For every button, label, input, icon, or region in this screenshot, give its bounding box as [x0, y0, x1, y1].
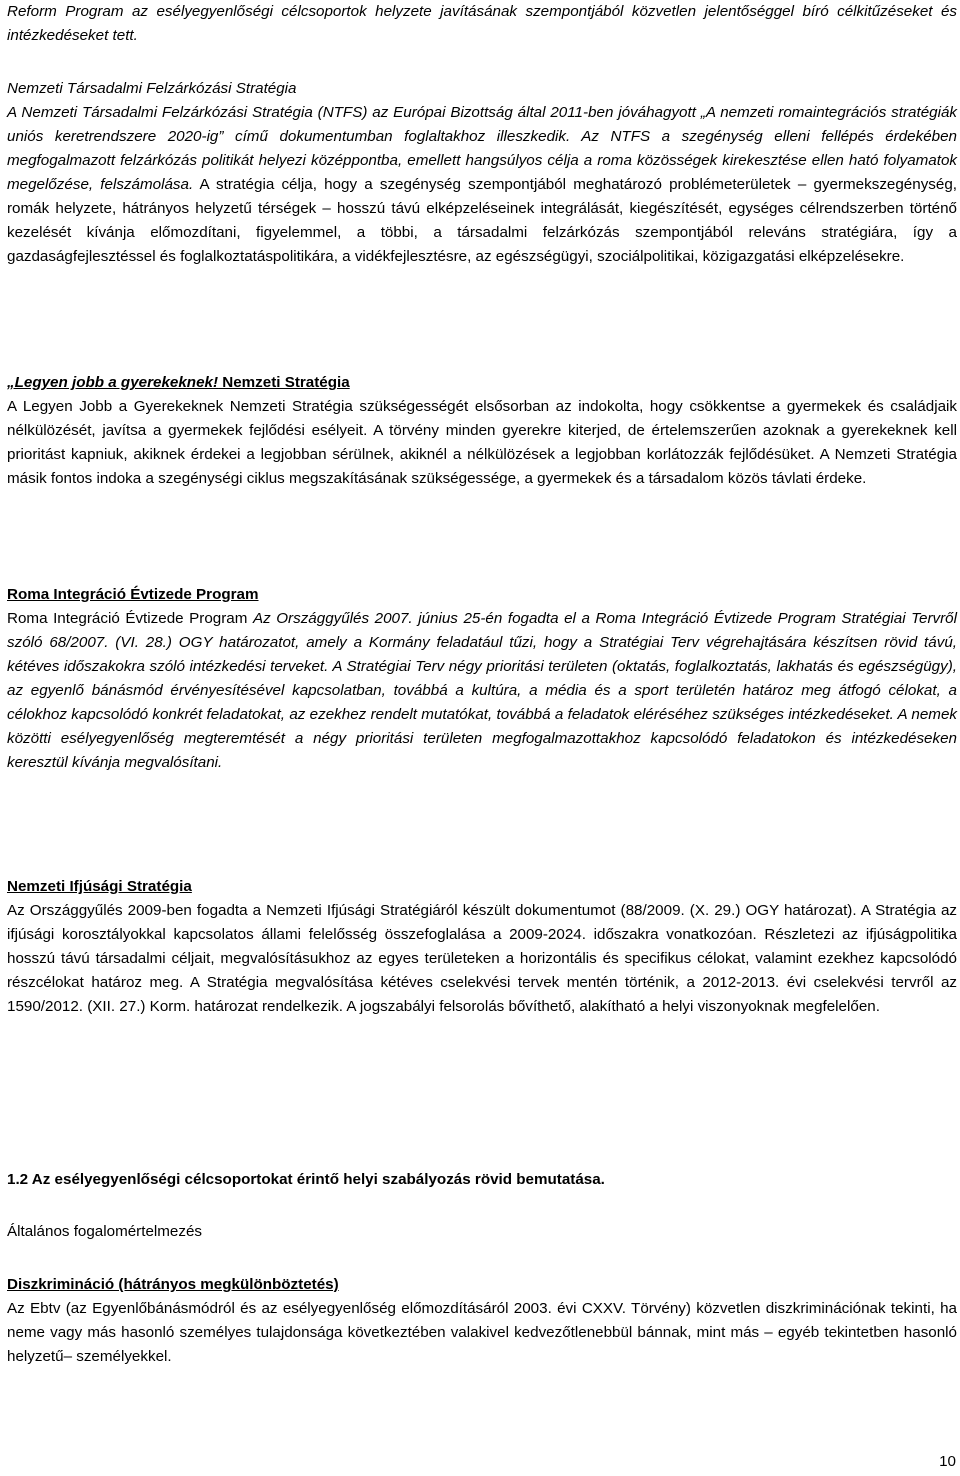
diszkriminacio-section [7, 1273, 957, 1369]
intro-paragraph: Reform Program az esélyegyenlőségi célcsoportok helyzete javításának szempontjából közvetlen jelentőséggel bíró célkitűzéseket és intézkedéseket tett. [7, 3, 957, 44]
roma-heading: Roma Integráció Évtizede Program [7, 586, 259, 603]
page-number: 10 [939, 1453, 956, 1470]
ntfs-paragraph-normal: A stratégia célja, hogy a szegénység szempontjából meghatározó problémeterületek – gyermekszegénység, romák helyzete, hátrányos helyzetű térségek – hosszú távú elképzeléseinek integrálását, kiegészítését, egységes célrendszerben történő kezelését kívánja előmozdítani, figyelemmel, a többi, a társadalmi felzárkózás szempontjából releváns stratégiára, így a gazdaságfejlesztéssel és foglalkoztatáspolitikára, a vidékfejlesztésre, az egészségügyi, szociálpolitikai, közigazgatási elképzelésekre. [7, 176, 957, 265]
ntfs-heading: Nemzeti Társadalmi Felzárkózási Stratégia [7, 80, 297, 97]
diszkriminacio-heading: Diszkrimináció (hátrányos megkülönböztetés) [7, 1276, 339, 1293]
ntfs-section [7, 77, 957, 269]
roma-section [7, 583, 957, 775]
legyen-heading-bold: „Legyen jobb a gyerekeknek! [7, 374, 219, 391]
altalanos-heading: Általános fogalomértelmezés [7, 1223, 203, 1240]
ifjusagi-section [7, 875, 957, 1019]
legyen-heading [7, 371, 957, 395]
ifjusagi-paragraph: Az Országgyűlés 2009-ben fogadta a Nemzeti Ifjúsági Stratégiáról készült dokumentumot (88/2009. (X. 29.) OGY határozat). A Stratégia az ifjúsági korosztályokkal kapcsolatos állami felelősség összefoglalása a 2009-2024. időszakra vonatkozóan. Részletezi az ifjúságpolitika hosszú távú társadalmi céljait, megvalósításukhoz az egyes területeken a horizontális és specifikus célokat, valamint ezekhez kapcsolódó részcélokat határoz meg. A Stratégia megvalósítása kétéves cselekvési tervek mentén történik, a 2012-2013. évi cselekvési tervről az 1590/2012. (XII. 27.) Korm. határozat rendelkezik. A jogszabályi felsorolás bővíthető, alakítható a helyi viszonyoknak megfelelően. [7, 902, 957, 1015]
legyen-section [7, 371, 957, 491]
legyen-heading-rest: Nemzeti Stratégia [218, 374, 350, 391]
ntfs-paragraph [7, 101, 957, 269]
section-1-2-heading: 1.2 Az esélyegyenlőségi célcsoportokat érintő helyi szabályozás rövid bemutatása. [7, 1171, 605, 1188]
roma-paragraph-start: Roma Integráció Évtizede Program [7, 610, 253, 627]
legyen-paragraph: A Legyen Jobb a Gyerekeknek Nemzeti Stratégia szükségességét elsősorban az indokolta, hogy csökkentse a gyermekek és családjaik nélkülözését, javítsa a gyermekek fejlődési esélyeit. A törvény minden gyerekre kiterjed, de értelemszerűen azoknak a gyerekeknek kell prioritást kapniuk, akiknek érdekei a legjobban sérülnek, akiknél a nélkülözések a legjobban korlátozzák fejlődésüket. A Nemzeti Stratégia másik fontos indoka a szegénységi ciklus megszakításának szükségessége, a gyermekek és a társadalom közös távlati érdeke. [7, 398, 957, 487]
roma-paragraph-italic: Az Országgyűlés 2007. június 25-én fogadta el a Roma Integráció Évtizede Program Stratégiai Tervről szóló 68/2007. (VI. 28.) OGY határozatot, amely a Kormány feladatául tűzi, hogy a Stratégiai Terv végrehajtására készítsen rövid távú, kétéves időszakokra szóló intézkedési terveket. A Stratégiai Terv négy prioritási területen (oktatás, foglalkoztatás, lakhatás és egészségügy), az egyenlő bánásmód érvényesítésével kapcsolatban, továbbá a kultúra, a média és a sport területén határoz meg átfogó célokat, a célokhoz kapcsolódó konkrét feladatokat, az ezekhez rendelt mutatókat, továbbá a feladatok eléréséhez szükséges intézkedéseket. A nemek közötti esélyegyenlőség megteremtését a négy prioritási területen megfogalmazottakhoz kapcsolódó feladatokon és intézkedéseken keresztül kívánja megvalósítani. [7, 610, 958, 771]
diszkriminacio-paragraph: Az Ebtv (az Egyenlőbánásmódról és az esélyegyenlőség előmozdításáról 2003. évi CXXV. Törvény) közvetlen diszkriminációnak tekinti, ha neme vagy más hasonló személyes tulajdonsága következtében valakivel kedvezőtlenebbül bánnak, mint más – egyéb tekintetben hasonló helyzetű– személyekkel. [7, 1300, 957, 1365]
roma-paragraph [7, 607, 957, 775]
ntfs-paragraph-italic: A Nemzeti Társadalmi Felzárkózási Stratégia (NTFS) az Európai Bizottság által 2011-ben jóváhagyott „A nemzeti romaintegrációs stratégiák uniós keretrendszere 2020-ig” című dokumentumban foglaltakhoz illeszkedik. Az NTFS a szegénység elleni fellépés érdekében megfogalmazott felzárkózás politikát helyezi középpontba, emellett hangsúlyos célja a roma közösségek kirekesztése ellen ható folyamatok megelőzése, felszámolása. [7, 104, 957, 193]
ifjusagi-heading: Nemzeti Ifjúsági Stratégia [7, 878, 192, 895]
